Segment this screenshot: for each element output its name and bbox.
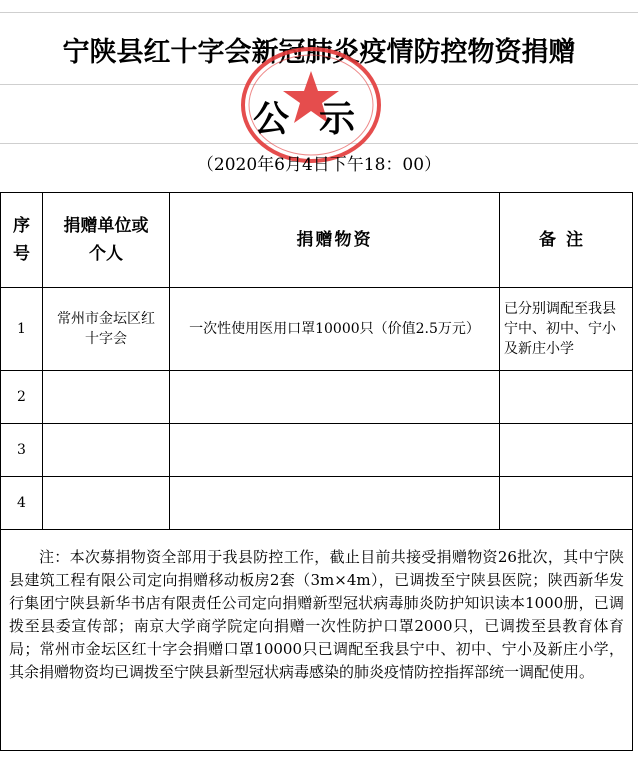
- header-donor: 捐赠单位或个人: [43, 193, 170, 288]
- note-row: [1, 530, 633, 751]
- cell-items: [170, 424, 500, 477]
- cell-donor: [43, 424, 170, 477]
- cell-remarks: [500, 424, 633, 477]
- table-row: [1, 424, 633, 477]
- cell-index: 4: [1, 477, 43, 530]
- cell-items: 一次性使用医用口罩10000只（价值2.5万元）: [170, 288, 500, 371]
- cell-items: [170, 477, 500, 530]
- cell-donor: [43, 371, 170, 424]
- page-subtitle: 公示: [252, 98, 385, 140]
- grid-line: [0, 12, 638, 13]
- table-header-row: [1, 193, 633, 288]
- cell-donor: [43, 477, 170, 530]
- table-row: [1, 477, 633, 530]
- header-remarks: 备注: [500, 193, 633, 288]
- cell-index: 2: [1, 371, 43, 424]
- cell-index: 3: [1, 424, 43, 477]
- cell-index: 1: [1, 288, 43, 371]
- table-row: [1, 371, 633, 424]
- publish-date: （2020年6月4日下午18：00）: [196, 155, 442, 175]
- cell-donor: 常州市金坛区红十字会: [43, 288, 170, 371]
- cell-items: [170, 371, 500, 424]
- table-row: [1, 288, 633, 371]
- page-title: 宁陕县红十字会新冠肺炎疫情防控物资捐赠: [62, 37, 576, 68]
- donation-table: [0, 192, 633, 751]
- cell-remarks: 已分别调配至我县宁中、初中、宁小及新庄小学: [500, 288, 633, 371]
- donation-note: 注：本次募捐物资全部用于我县防控工作，截止目前共接受捐赠物资26批次，其中宁陕县建筑工程有限公司定向捐赠移动板房2套（3m×4m），已调拨至宁陕县医院；陕西新华发行集团宁陕县新华书店有限责任公司定向捐赠新型冠状病毒肺炎防护知识读本1000册，已调拨至县委宣传部；南京大学商学院定向捐赠一次性防护口罩2000只，已调拨至县教育体育局；常州市金坛区红十字会捐赠口罩10000只已调配至我县宁中、初中、宁小及新庄小学，其余捐赠物资均已调拨至宁陕县新型冠状病毒感染的肺炎疫情防控指挥部统一调配使用。: [1, 530, 633, 751]
- header-items: 捐赠物资: [170, 193, 500, 288]
- cell-remarks: [500, 477, 633, 530]
- header-index: 序号: [1, 193, 43, 288]
- cell-remarks: [500, 371, 633, 424]
